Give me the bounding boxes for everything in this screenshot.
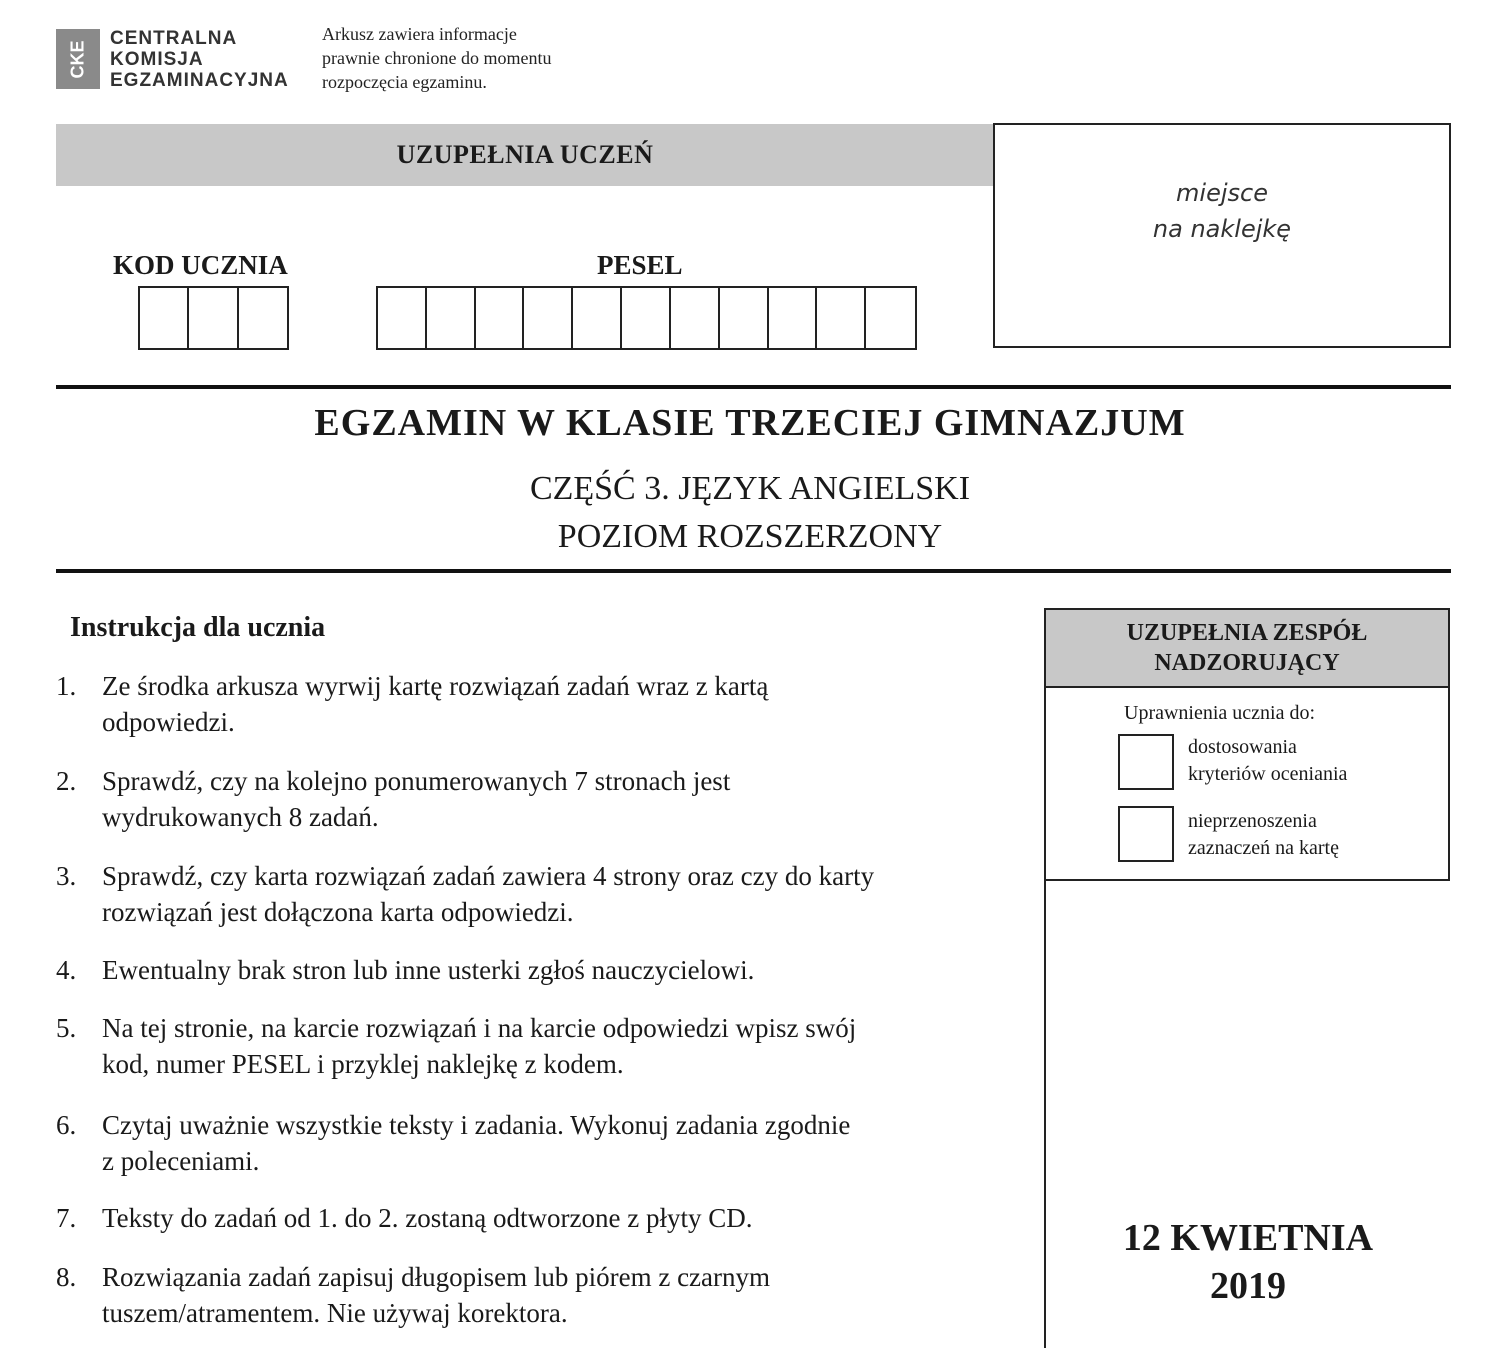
instruction-number: 3. [56,861,77,891]
panel-heading-line: NADZORUJĄCY [1154,650,1340,676]
exam-date-year: 2019 [1210,1265,1286,1307]
supervisor-panel-heading [1046,610,1448,688]
instruction-line: z poleceniami. [102,1146,260,1176]
notice-line: rozpoczęcia egzaminu. [322,72,487,92]
logo-mark-text: CKE [67,39,88,79]
code-cell[interactable] [140,288,189,348]
instruction-line: Rozwiązania zadań zapisuj długopisem lub piórem z czarnym [102,1262,771,1292]
pesel-cell[interactable] [866,288,915,348]
instruction-number: 4. [56,955,77,985]
logo-line: KOMISJA [110,49,204,70]
instructions-heading: Instrukcja dla ucznia [70,612,326,643]
entitlements-label: Uprawnienia ucznia do: [1124,702,1316,724]
instruction-number: 7. [56,1203,77,1233]
no-transfer-label: nieprzenoszenia zaznaczeń na kartę [1188,810,1339,859]
adapted-criteria-checkbox[interactable] [1118,734,1174,790]
pesel-field[interactable] [376,286,917,350]
notice-line: prawnie chronione do momentu [322,48,552,68]
instruction-line: Teksty do zadań od 1. do 2. zostaną odtworzone z płyty CD. [102,1203,753,1233]
instruction-line: tuszem/atramentem. Nie używaj korektora. [102,1298,568,1328]
instruction-line: Sprawdź, czy karta rozwiązań zadań zawiera 4 strony oraz czy do karty [102,861,875,891]
no-transfer-checkbox[interactable] [1118,806,1174,862]
instruction-number: 2. [56,766,77,796]
instruction-line: Ze środka arkusza wyrwij kartę rozwiązań zadań wraz z kartą [102,671,769,701]
exam-part: CZĘŚĆ 3. JĘZYK ANGIELSKI [529,470,971,507]
cke-logo-mark [56,29,100,89]
exam-title: EGZAMIN W KLASIE TRZECIEJ GIMNAZJUM [314,402,1186,444]
sticker-line: miejsce [1176,178,1268,207]
instruction-line: wydrukowanych 8 zadań. [102,802,379,832]
confidentiality-notice [322,22,551,94]
instruction-number: 8. [56,1262,77,1292]
instruction-line: rozwiązań jest dołączona karta odpowiedzi. [102,897,574,927]
pesel-cell[interactable] [720,288,769,348]
code-cell[interactable] [189,288,238,348]
notice-line: Arkusz zawiera informacje [322,24,517,44]
code-cell[interactable] [239,288,287,348]
instruction-number: 6. [56,1110,77,1140]
instruction-line: Sprawdź, czy na kolejno ponumerowanych 7 stronach jest [102,766,731,796]
exam-date [1046,1214,1450,1310]
cke-logo-text [110,28,289,91]
exam-date-day: 12 KWIETNIA [1122,1217,1374,1259]
student-code-field[interactable] [138,286,289,350]
instruction-number: 5. [56,1013,77,1043]
student-code-label: KOD UCZNIA [113,250,288,280]
exam-level: POZIOM ROZSZERZONY [557,518,943,555]
instruction-line: kod, numer PESEL i przyklej naklejkę z kodem. [102,1049,624,1079]
student-section-heading: UZUPEŁNIA UCZEŃ [56,124,994,186]
instruction-number: 1. [56,671,77,701]
pesel-cell[interactable] [622,288,671,348]
pesel-cell[interactable] [573,288,622,348]
title-rule-top [56,385,1451,389]
pesel-cell[interactable] [378,288,427,348]
pesel-cell[interactable] [427,288,476,348]
supervisor-panel [1044,608,1450,881]
instruction-line: odpowiedzi. [102,707,235,737]
instruction-line: Ewentualny brak stron lub inne usterki zgłoś nauczycielowi. [102,955,755,985]
title-rule-bottom [56,569,1451,573]
pesel-cell[interactable] [817,288,866,348]
sticker-line: na naklejkę [1152,214,1292,243]
sticker-placeholder [993,123,1451,348]
pesel-cell[interactable] [476,288,525,348]
panel-heading-line: UZUPEŁNIA ZESPÓŁ [1126,620,1368,646]
pesel-cell[interactable] [524,288,573,348]
logo-line: EGZAMINACYJNA [110,70,289,91]
pesel-cell[interactable] [671,288,720,348]
pesel-label: PESEL [597,250,683,280]
logo-line: CENTRALNA [110,28,238,49]
instruction-line: Na tej stronie, na karcie rozwiązań i na karcie odpowiedzi wpisz swój [102,1013,857,1043]
adapted-criteria-label: dostosowania kryteriów oceniania [1188,736,1348,785]
instruction-line: Czytaj uważnie wszystkie teksty i zadania. Wykonuj zadania zgodnie [102,1110,851,1140]
pesel-cell[interactable] [769,288,818,348]
